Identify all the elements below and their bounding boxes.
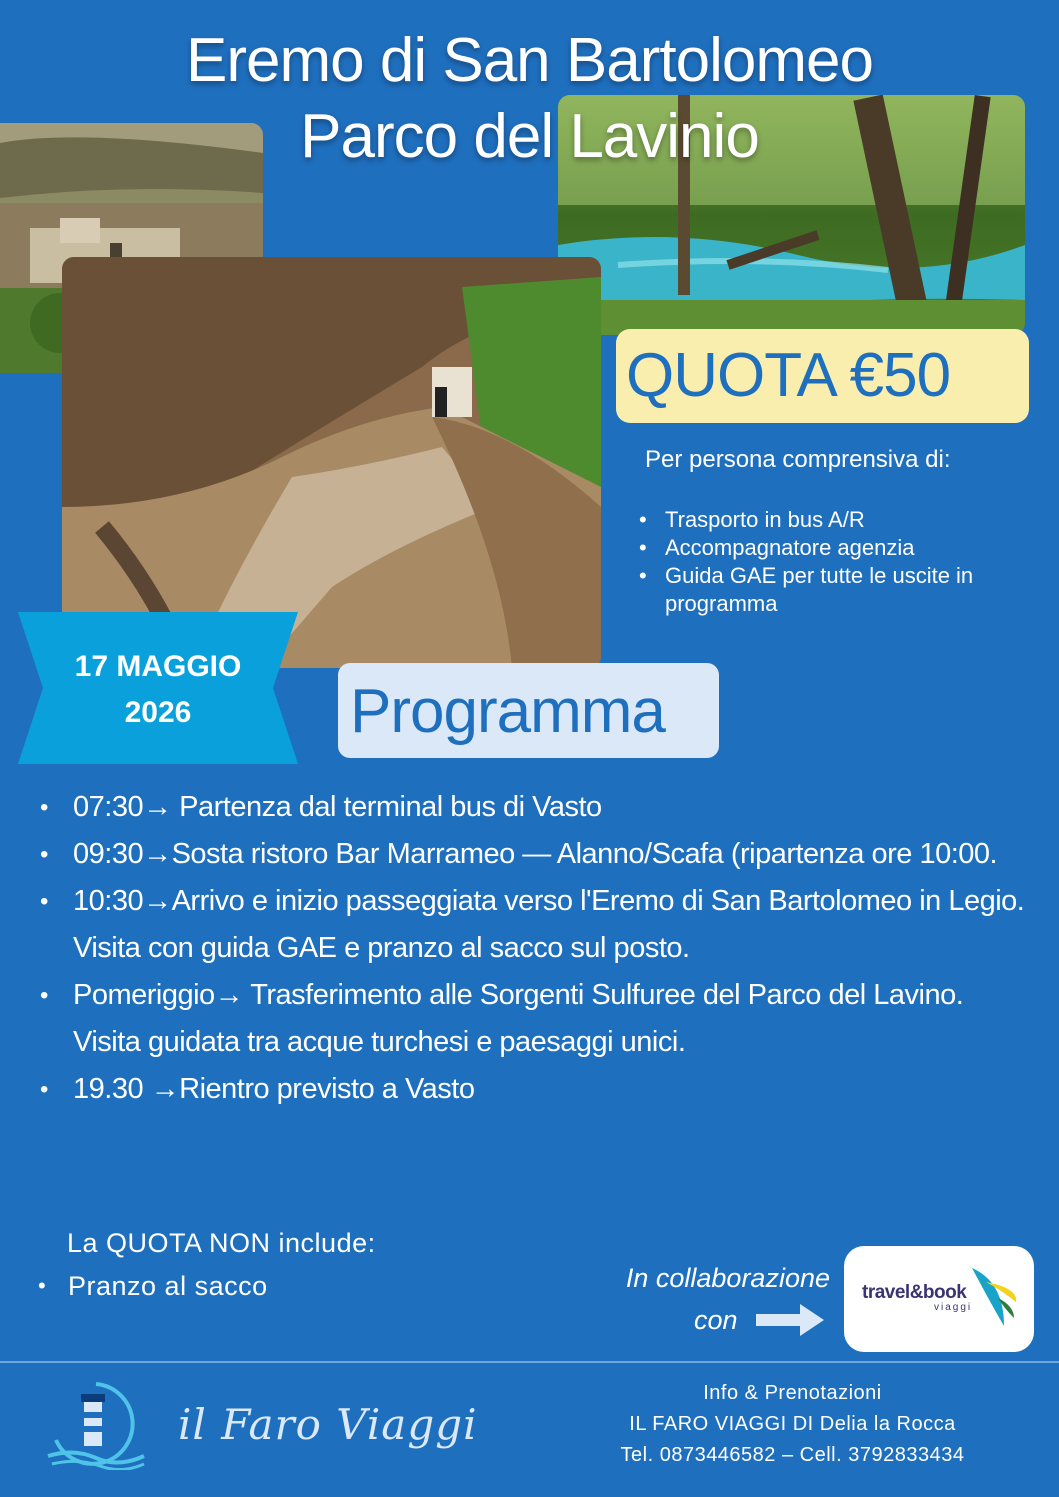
partner-sub: viaggi bbox=[934, 1302, 973, 1313]
list-item: • 09:30→Sosta ristoro Bar Marrameo — Alanno/Scafa (ripartenza ore 10:00. bbox=[38, 831, 1028, 878]
footer-divider bbox=[0, 1361, 1059, 1363]
list-item: • Pomeriggio→ Trasferimento alle Sorgenti Sulfuree del Parco del Lavino. Visita guidata tra acque turchesi e paesaggi unici. bbox=[38, 972, 1028, 1066]
non-include-list bbox=[36, 1268, 268, 1304]
arrow-right-icon bbox=[752, 1300, 828, 1340]
includes-list bbox=[637, 506, 1037, 618]
sail-logo-icon bbox=[964, 1262, 1020, 1332]
per-persona-label: Per persona comprensiva di: bbox=[645, 446, 951, 473]
contact-title: Info & Prenotazioni bbox=[703, 1382, 882, 1404]
page-title-line2: Parco del Lavinio bbox=[300, 102, 759, 171]
page-title-line1: Eremo di San Bartolomeo bbox=[186, 26, 873, 95]
list-item: • Trasporto in bus A/R bbox=[637, 506, 1037, 534]
list-item: • 10:30→Arrivo e inizio passeggiata verso l'Eremo di San Bartolomeo in Legio. Visita con guida GAE e pranzo al sacco sul posto. bbox=[38, 878, 1028, 972]
list-item: • Accompagnatore agenzia bbox=[637, 534, 1037, 562]
partner-name: travel&book bbox=[862, 1282, 967, 1303]
list-item: • Pranzo al sacco bbox=[36, 1268, 268, 1304]
brand-name: il Faro Viaggi bbox=[178, 1400, 478, 1449]
collab-text-con: con bbox=[694, 1305, 738, 1335]
list-item: • 19.30 →Rientro previsto a Vasto bbox=[38, 1066, 1028, 1113]
contact-info bbox=[600, 1378, 985, 1471]
programma-title: Programma bbox=[350, 677, 665, 746]
collab-text: In collaborazione bbox=[625, 1263, 830, 1293]
lighthouse-logo-icon bbox=[44, 1378, 148, 1470]
rock-path-photo bbox=[62, 257, 601, 668]
programma-list bbox=[38, 784, 1028, 1113]
event-date-year: 2026 bbox=[124, 696, 192, 729]
event-date bbox=[40, 644, 276, 736]
agency-name: IL FARO VIAGGI DI Delia la Rocca bbox=[629, 1413, 956, 1435]
list-item: • Guida GAE per tutte le uscite in programma bbox=[637, 562, 1037, 618]
event-date-day: 17 MAGGIO bbox=[74, 650, 242, 683]
quota-price: QUOTA €50 bbox=[626, 341, 951, 410]
non-include-title: La QUOTA NON include: bbox=[67, 1228, 376, 1258]
list-item: • 07:30→ Partenza dal terminal bus di Vasto bbox=[38, 784, 1028, 831]
phone-numbers: Tel. 0873446582 – Cell. 3792833434 bbox=[620, 1444, 965, 1466]
